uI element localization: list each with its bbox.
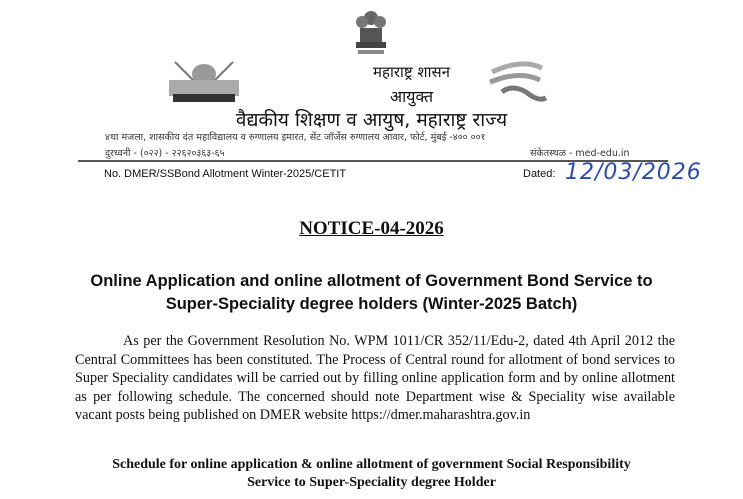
schedule-heading-line-1: Schedule for online application & online allotment of government Social Responsibility	[112, 457, 631, 472]
date-label: Dated:	[523, 168, 556, 180]
handwritten-date: 12/03/2026	[565, 160, 702, 185]
state-emblem-icon	[348, 8, 394, 58]
notice-title: NOTICE-04-2026	[299, 218, 444, 239]
reference-number: No. DMER/SSBond Allotment Winter-2025/CETIT	[104, 168, 347, 180]
letterhead-government: महाराष्ट्र शासन	[373, 63, 450, 81]
letterhead-department: वैद्यकीय शिक्षण व आयुष, महाराष्ट्र राज्य	[235, 109, 508, 131]
schedule-heading-line-2: Service to Super-Speciality degree Holder	[247, 475, 496, 490]
notice-heading-line-1: Online Application and online allotment of Government Bond Service to	[90, 272, 653, 290]
notice-heading-line-2: Super-Speciality degree holders (Winter-2025 Batch)	[165, 295, 578, 313]
notice-body-paragraph: As per the Government Resolution No. WPM 1011/CR 352/11/Edu-2, dated 4th April 2012 the Central Committees has been constituted. The Process of Central round for allotment of bond services to Super Speciality candidates will be carried out by filling online application form and by online allotment as per following schedule. The concerned should note Department wise & Speciality wise available vacant posts being published on DMER website https://dmer.maharashtra.gov.in	[75, 333, 675, 424]
letterhead-website: संकेतस्थळ - med-edu.in	[530, 148, 630, 159]
letterhead-phone: दुरध्वनी - (०२२) - २२६२०३६३-६५	[105, 148, 225, 159]
letterhead-address: ४था मजला, शासकीय दंत महाविद्यालय व रुग्णालय इमारत, सेंट जॉर्जेस रुग्णालय आवार, फोर्ट, मुंबई -४०० ००१	[105, 132, 486, 143]
letterhead-commissioner: आयुक्त	[389, 87, 434, 106]
